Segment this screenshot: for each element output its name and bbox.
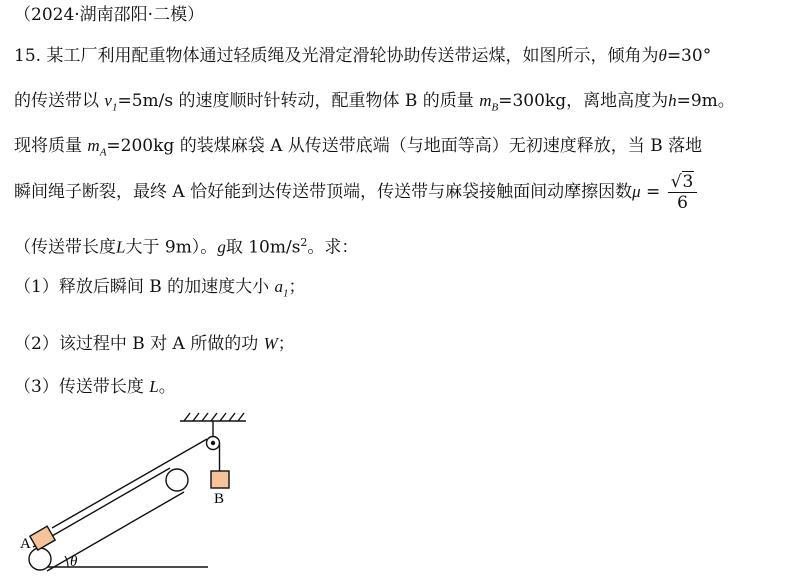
- conveyor-belt: [29, 468, 188, 571]
- problem-line-2: 的传送带以 $v_1=5m/s$ 的速度顺时针转动，配重物体 B 的质量 $m_B=300kg$，离地高度为h=9m。: [14, 91, 735, 114]
- label-b: B: [214, 491, 225, 507]
- question-3: （3）传送带长度 L。: [14, 377, 176, 397]
- mu-symbol: μ: [632, 182, 641, 201]
- pulley: [207, 421, 220, 450]
- label-theta: θ: [70, 554, 78, 570]
- theta-symbol: θ: [658, 46, 667, 65]
- mu-fraction: $\frac{√3}{6}$: [668, 172, 698, 213]
- question-2: （2）该过程中 B 对 A 所做的功 W；: [14, 334, 295, 354]
- problem-line-3: 现将质量 $m_A=200kg$ 的装煤麻袋 A 从传送带底端（与地面等高）无初速度释放，当 B 落地: [14, 136, 703, 159]
- problem-line-1: 15. 某工厂利用配重物体通过轻质绳及光滑定滑轮协助传送带运煤，如图所示，倾角为θ=30°: [14, 46, 712, 66]
- ceiling: [180, 413, 246, 421]
- source-text: （2024·湖南邵阳·二模）: [14, 5, 205, 25]
- angle-arc: [65, 556, 68, 567]
- problem-line-5: （传送带长度L大于 9m）。g取 $10m/s^2$。求：: [14, 236, 359, 258]
- question-1: （1）释放后瞬间 B 的加速度大小 $a_1$；: [14, 277, 306, 300]
- problem-line-4: 瞬间绳子断裂，最终 A 恰好能到达传送带顶端，传送带与麻袋接触面间动摩擦因数μ = $\frac{√3}{6}$: [14, 172, 699, 213]
- label-a: A: [20, 536, 31, 552]
- problem-number: 15: [14, 46, 36, 66]
- block-b: [211, 471, 229, 488]
